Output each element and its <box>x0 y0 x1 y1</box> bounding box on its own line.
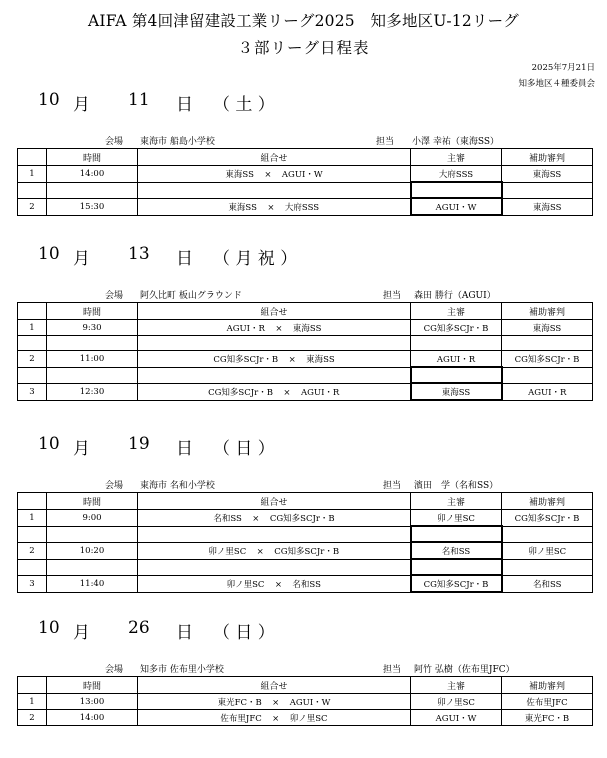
match-number: 3 <box>18 383 47 400</box>
assistant-referee: 東光FC・B <box>502 710 593 726</box>
table-row <box>18 575 593 592</box>
spacer-cell <box>411 559 502 575</box>
date-weekday: （ 土 ） <box>213 95 275 115</box>
referee: CG知多SCJr・B <box>411 575 502 592</box>
versus-mark: × <box>288 354 296 365</box>
away-team: AGUI・W <box>281 169 323 180</box>
header-no <box>18 303 47 320</box>
match-pairing <box>138 694 411 710</box>
match-time: 10:20 <box>47 542 138 559</box>
assistant-referee: 卯ノ里SC <box>502 542 593 559</box>
away-team: 東海SS <box>292 323 322 334</box>
spacer-cell <box>502 336 593 351</box>
spacer-cell <box>47 526 138 542</box>
spacer-cell <box>138 526 411 542</box>
spacer-row <box>18 526 593 542</box>
header-assistant: 補助審判 <box>502 303 593 320</box>
home-team: CG知多SCJr・B <box>213 354 279 365</box>
match-pairing <box>138 383 411 400</box>
document-subtitle: ３部リーグ日程表 <box>237 39 370 57</box>
venue-label: 会場 <box>105 291 124 301</box>
venue-name: 東海市 名和小学校 <box>140 481 215 491</box>
date-day-label: 日 <box>176 249 193 269</box>
venue-label: 会場 <box>105 481 124 491</box>
assistant-referee: 東海SS <box>502 198 593 215</box>
header-time: 時間 <box>47 677 138 694</box>
match-number: 3 <box>18 575 47 592</box>
date-month-label: 月 <box>73 623 90 643</box>
venue-label: 会場 <box>105 137 124 147</box>
venue-label: 会場 <box>105 665 124 675</box>
away-team: 東海SS <box>306 354 335 365</box>
manager-label: 担当 <box>376 137 395 147</box>
match-time: 9:00 <box>47 510 138 527</box>
table-row <box>18 198 593 215</box>
date-weekday: （ 日 ） <box>213 439 275 459</box>
match-time: 14:00 <box>47 166 138 183</box>
versus-mark: × <box>264 169 272 180</box>
home-team: 東光FC・B <box>217 697 262 708</box>
table-row <box>18 510 593 527</box>
date-month: 10 <box>38 618 60 638</box>
match-number: 2 <box>18 198 47 215</box>
date-month: 10 <box>38 244 60 264</box>
match-number: 1 <box>18 320 47 336</box>
versus-mark: × <box>275 323 283 334</box>
table-row <box>18 383 593 400</box>
date-month-label: 月 <box>73 249 90 269</box>
assistant-referee: 東海SS <box>502 320 593 336</box>
assistant-referee: CG知多SCJr・B <box>502 510 593 527</box>
match-time: 13:00 <box>47 694 138 710</box>
referee: 東海SS <box>411 383 502 400</box>
table-row <box>18 542 593 559</box>
spacer-cell <box>138 336 411 351</box>
manager-label: 担当 <box>383 481 402 491</box>
date-day: 11 <box>128 90 150 110</box>
table-row <box>18 320 593 336</box>
assistant-referee: 名和SS <box>502 575 593 592</box>
spacer-cell <box>502 182 593 198</box>
home-team: 卯ノ里SC <box>208 546 247 557</box>
spacer-cell <box>502 559 593 575</box>
match-number: 1 <box>18 166 47 183</box>
spacer-cell <box>18 526 47 542</box>
spacer-cell <box>138 182 411 198</box>
spacer-cell <box>502 526 593 542</box>
spacer-cell <box>502 367 593 383</box>
referee: AGUI・R <box>411 351 502 368</box>
referee: AGUI・W <box>411 198 502 215</box>
match-number: 2 <box>18 542 47 559</box>
match-pairing <box>138 542 411 559</box>
spacer-cell <box>411 526 502 542</box>
date-weekday: （ 月 祝 ） <box>213 249 298 269</box>
match-pairing <box>138 351 411 368</box>
match-time: 12:30 <box>47 383 138 400</box>
versus-mark: × <box>267 202 275 213</box>
document-title: AIFA 第4回津留建設工業リーグ2025 知多地区U-12リーグ <box>87 12 519 30</box>
away-team: CG知多SCJr・B <box>269 513 335 524</box>
header-referee: 主審 <box>411 149 502 166</box>
assistant-referee: AGUI・R <box>502 383 593 400</box>
date-day-label: 日 <box>176 439 193 459</box>
versus-mark: × <box>274 579 282 590</box>
home-team: 佐布里JFC <box>220 713 262 724</box>
manager-label: 担当 <box>383 291 402 301</box>
header-match: 組合せ <box>138 677 411 694</box>
schedule-table <box>17 302 593 401</box>
header-assistant: 補助審判 <box>502 493 593 510</box>
referee: 名和SS <box>411 542 502 559</box>
spacer-row <box>18 559 593 575</box>
table-row <box>18 694 593 710</box>
away-team: 大府SSS <box>284 202 320 213</box>
spacer-cell <box>411 336 502 351</box>
date-weekday: （ 日 ） <box>213 623 275 643</box>
spacer-cell <box>411 182 502 198</box>
referee: 卯ノ里SC <box>411 510 502 527</box>
header-no <box>18 493 47 510</box>
home-team: 東海SS <box>225 169 254 180</box>
referee: CG知多SCJr・B <box>411 320 502 336</box>
match-pairing <box>138 510 411 527</box>
match-number: 2 <box>18 710 47 726</box>
issue-date: 2025年7月21日 <box>531 63 595 73</box>
versus-mark: × <box>272 713 280 724</box>
versus-mark: × <box>272 697 280 708</box>
header-time: 時間 <box>47 149 138 166</box>
header-referee: 主審 <box>411 677 502 694</box>
match-number: 1 <box>18 694 47 710</box>
schedule-table <box>17 492 593 593</box>
home-team: AGUI・R <box>226 323 265 334</box>
header-referee: 主審 <box>411 303 502 320</box>
spacer-cell <box>47 182 138 198</box>
header-referee: 主審 <box>411 493 502 510</box>
spacer-row <box>18 367 593 383</box>
table-row <box>18 166 593 183</box>
home-team: 名和SS <box>213 513 242 524</box>
referee: AGUI・W <box>411 710 502 726</box>
spacer-cell <box>47 559 138 575</box>
spacer-cell <box>18 559 47 575</box>
date-day-label: 日 <box>176 95 193 115</box>
versus-mark: × <box>256 546 264 557</box>
versus-mark: × <box>283 387 291 398</box>
date-month: 10 <box>38 434 60 454</box>
spacer-cell <box>411 367 502 383</box>
match-time: 15:30 <box>47 198 138 215</box>
assistant-referee: 佐布里JFC <box>502 694 593 710</box>
spacer-cell <box>47 367 138 383</box>
date-day: 13 <box>128 244 150 264</box>
match-time: 11:40 <box>47 575 138 592</box>
venue-name: 阿久比町 板山グラウンド <box>140 291 242 301</box>
match-pairing <box>138 198 411 215</box>
manager-label: 担当 <box>383 665 402 675</box>
referee: 卯ノ里SC <box>411 694 502 710</box>
header-time: 時間 <box>47 493 138 510</box>
match-pairing <box>138 166 411 183</box>
table-row <box>18 710 593 726</box>
date-day: 26 <box>128 618 150 638</box>
schedule-table <box>17 676 593 726</box>
match-pairing <box>138 320 411 336</box>
header-match: 組合せ <box>138 493 411 510</box>
header-match: 組合せ <box>138 149 411 166</box>
spacer-row <box>18 182 593 198</box>
home-team: 東海SS <box>228 202 257 213</box>
manager-name: 森田 勝行（AGUI） <box>414 291 496 301</box>
date-day: 19 <box>128 434 150 454</box>
spacer-cell <box>18 336 47 351</box>
manager-name: 阿竹 弘樹（佐布里JFC） <box>414 665 515 675</box>
manager-name: 濱田 学（名和SS） <box>414 481 499 491</box>
spacer-cell <box>47 336 138 351</box>
away-team: 卯ノ里SC <box>289 713 328 724</box>
header-assistant: 補助審判 <box>502 677 593 694</box>
away-team: CG知多SCJr・B <box>274 546 340 557</box>
manager-name: 小澤 幸祐（東海SS） <box>412 137 500 147</box>
match-time: 11:00 <box>47 351 138 368</box>
match-pairing <box>138 575 411 592</box>
date-month: 10 <box>38 90 60 110</box>
date-day-label: 日 <box>176 623 193 643</box>
spacer-cell <box>18 367 47 383</box>
header-assistant: 補助審判 <box>502 149 593 166</box>
header-time: 時間 <box>47 303 138 320</box>
spacer-cell <box>138 367 411 383</box>
date-month-label: 月 <box>73 439 90 459</box>
organizer: 知多地区４種委員会 <box>518 79 595 89</box>
assistant-referee: 東海SS <box>502 166 593 183</box>
match-pairing <box>138 710 411 726</box>
table-row <box>18 351 593 368</box>
venue-name: 知多市 佐布里小学校 <box>140 665 224 675</box>
home-team: CG知多SCJr・B <box>208 387 273 398</box>
schedule-table <box>17 148 593 216</box>
spacer-cell <box>138 559 411 575</box>
header-no <box>18 677 47 694</box>
match-number: 2 <box>18 351 47 368</box>
match-number: 1 <box>18 510 47 527</box>
header-match: 組合せ <box>138 303 411 320</box>
date-month-label: 月 <box>73 95 90 115</box>
away-team: AGUI・R <box>300 387 340 398</box>
match-time: 14:00 <box>47 710 138 726</box>
referee: 大府SSS <box>411 166 502 183</box>
away-team: 名和SS <box>292 579 321 590</box>
versus-mark: × <box>252 513 260 524</box>
match-time: 9:30 <box>47 320 138 336</box>
away-team: AGUI・W <box>289 697 331 708</box>
spacer-cell <box>18 182 47 198</box>
venue-name: 東海市 船島小学校 <box>140 137 215 147</box>
spacer-row <box>18 336 593 351</box>
home-team: 卯ノ里SC <box>226 579 265 590</box>
header-no <box>18 149 47 166</box>
assistant-referee: CG知多SCJr・B <box>502 351 593 368</box>
